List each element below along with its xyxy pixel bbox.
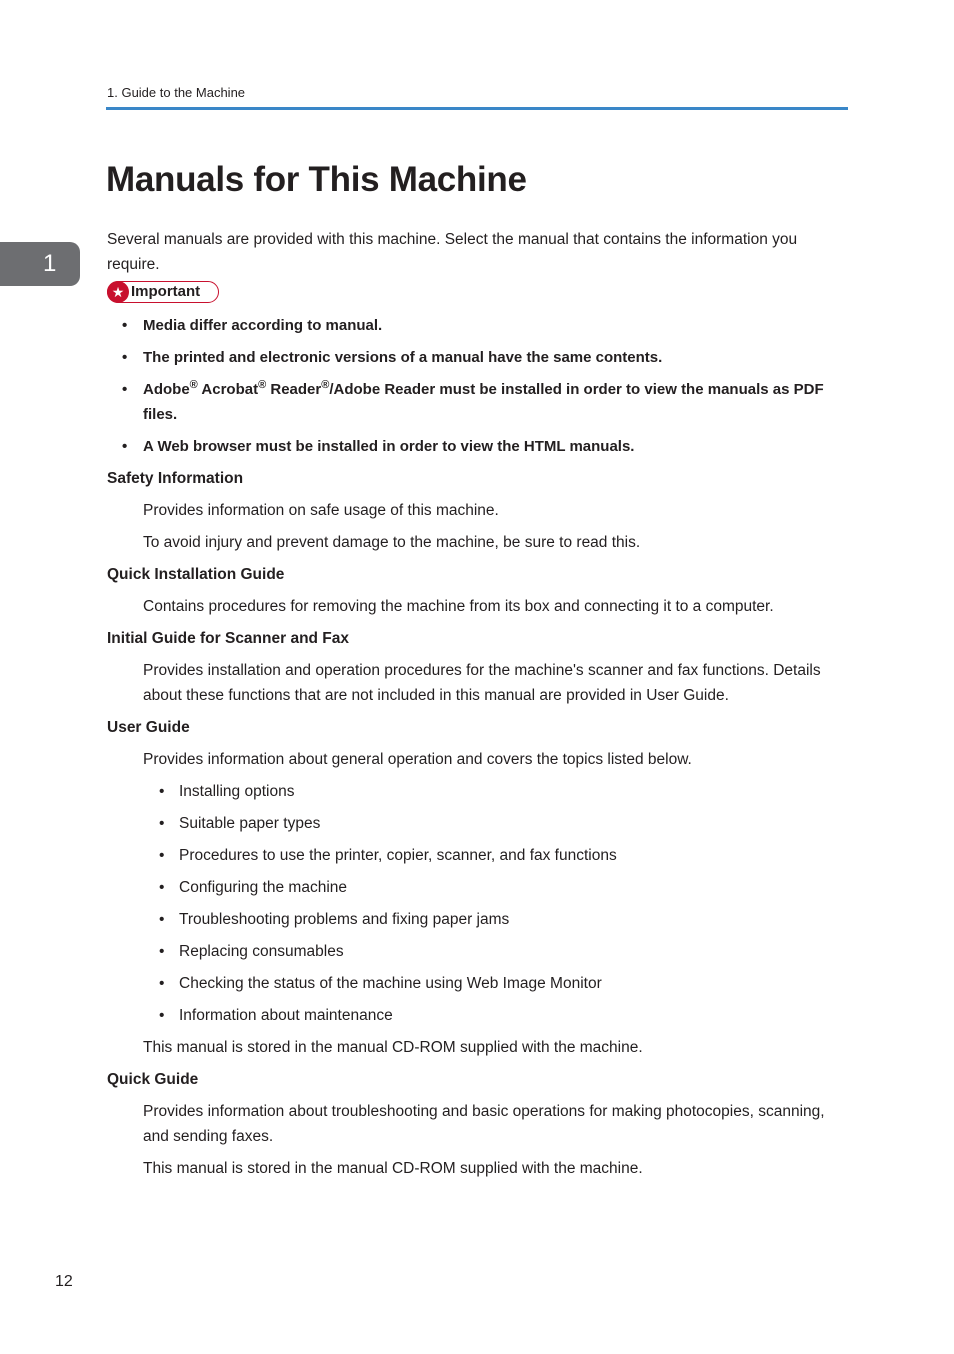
list-item: • Procedures to use the printer, copier, scanner, and fax functions [143,843,847,868]
section-user-guide [107,715,847,1060]
section-title: Quick Guide [107,1071,199,1088]
list-item: • Replacing consumables [143,939,847,964]
section-initial-guide [107,626,847,708]
topic-list [143,779,847,1028]
important-label-text: Important [131,283,201,300]
section-paragraph: This manual is stored in the manual CD-ROM supplied with the machine. [143,1039,643,1056]
important-item: • The printed and electronic versions of a manual have the same contents. [107,345,847,370]
list-item: • Suitable paper types [143,811,847,836]
important-item: • Media differ according to manual. [107,313,847,338]
list-item: • Troubleshooting problems and fixing paper jams [143,907,847,932]
section-paragraph: Contains procedures for removing the machine from its box and connecting it to a computer. [143,598,774,615]
section-title: Initial Guide for Scanner and Fax [107,630,350,647]
star-icon: ★ [107,281,129,303]
header-rule [106,107,848,110]
important-list [107,313,847,459]
section-paragraph: Provides information about troubleshooting and basic operations for making photocopies, scanning, and sending faxes. [143,1103,825,1145]
section-quick-installation [107,562,847,619]
important-label [107,281,219,303]
important-item: • A Web browser must be installed in order to view the HTML manuals. [107,434,847,459]
section-title: Safety Information [107,470,244,487]
list-item: • Configuring the machine [143,875,847,900]
list-item: • Installing options [143,779,847,804]
section-safety [107,466,847,555]
chapter-number: 1 [43,250,57,277]
page-number: 12 [55,1273,73,1290]
intro-paragraph: Several manuals are provided with this machine. Select the manual that contains the information you require. [107,231,798,273]
section-quick-guide [107,1067,847,1181]
section-paragraph: Provides information about general operation and covers the topics listed below. [143,751,692,768]
section-paragraph: Provides information on safe usage of this machine. [143,502,499,519]
running-header: 1. Guide to the Machine [107,85,246,100]
chapter-tab [0,242,80,286]
important-item: • Adobe® Acrobat® Reader®/Adobe Reader must be installed in order to view the manuals as PDF files. [107,377,847,427]
list-item: • Information about maintenance [143,1003,847,1028]
section-title: Quick Installation Guide [107,566,285,583]
section-paragraph: To avoid injury and prevent damage to the machine, be sure to read this. [143,534,641,551]
section-paragraph: This manual is stored in the manual CD-ROM supplied with the machine. [143,1160,643,1177]
section-paragraph: Provides installation and operation procedures for the machine's scanner and fax functions. Details about these functions that are not included in this manual are provided in User Guide. [143,662,821,704]
page-title: Manuals for This Machine [106,160,527,199]
list-item: • Checking the status of the machine using Web Image Monitor [143,971,847,996]
page-content [107,227,847,1188]
section-title: User Guide [107,719,190,736]
